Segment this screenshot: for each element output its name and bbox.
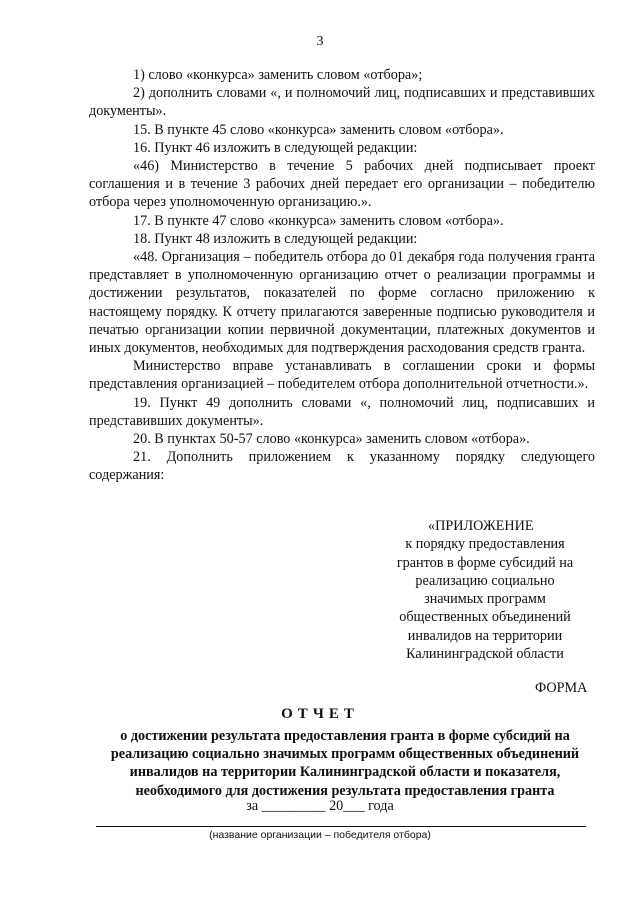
report-period: за _________ 20___ года — [246, 798, 394, 814]
amendments-text — [89, 66, 595, 485]
appendix-line: грантов в форме субсидий на — [396, 554, 574, 571]
paragraph: Министерство вправе устанавливать в соглашении сроки и формы представления организацией – победителем отбора дополнительной отчетности.». — [89, 358, 595, 393]
report-subtitle: о достижении результата предоставления гранта в форме субсидий на реализацию социально значимых программ общественных объединений инвалидов на территории Калининградской области и показателя, необходимого для достижения результата предоставления гранта — [110, 728, 580, 799]
paragraph: 19. Пункт 49 дополнить словами «, полномочий лиц, подписавших и представивших документы». — [89, 394, 595, 429]
form-label: ФОРМА — [535, 680, 588, 696]
appendix-title: «ПРИЛОЖЕНИЕ — [428, 518, 534, 534]
paragraph: 18. Пункт 48 изложить в следующей редакции: — [133, 230, 418, 247]
paragraph: 2) дополнить словами «, и полномочий лиц, подписавших и представивших документы». — [89, 85, 595, 120]
paragraph: 17. В пункте 47 слово «конкурса» заменить словом «отбора». — [133, 212, 504, 229]
paragraph: 21. Дополнить приложением к указанному порядку следующего содержания: — [89, 449, 595, 484]
appendix-header — [380, 517, 590, 663]
appendix-line: Калининградской области — [406, 646, 564, 663]
appendix-line: общественных объединений — [399, 609, 571, 626]
paragraph: «46) Министерство в течение 5 рабочих дней подписывает проект соглашения и в течение 3 рабочих дней передает его организации – победителю отбора через уполномоченную организацию.». — [89, 158, 595, 211]
organization-name-caption: (название организации – победителя отбора) — [209, 829, 431, 841]
report-title: ОТЧЕТ — [281, 706, 359, 722]
paragraph: 16. Пункт 46 изложить в следующей редакции: — [133, 139, 418, 156]
page-number: 3 — [316, 34, 324, 49]
paragraph: 15. В пункте 45 слово «конкурса» заменить словом «отбора». — [133, 121, 504, 138]
appendix-line: инвалидов на территории — [407, 627, 563, 644]
appendix-line: реализацию социально — [415, 572, 555, 589]
appendix-line: к порядку предоставления — [405, 536, 565, 553]
appendix-line: значимых программ — [424, 591, 546, 608]
organization-name-line — [96, 826, 586, 827]
paragraph: 20. В пунктах 50-57 слово «конкурса» заменить словом «отбора». — [133, 431, 530, 448]
paragraph: «48. Организация – победитель отбора до 01 декабря года получения гранта представляет в уполномоченную организацию отчет о реализации программы и достижении результатов, показателей по форме согласно приложению к настоящему порядку. К отчету прилагаются заверенные подписью руководителя и печатью организации копии первичной документации, платежных документов и иных документов, необходимых для подтверждения расходования средств гранта. — [89, 249, 595, 357]
paragraph: 1) слово «конкурса» заменить словом «отбора»; — [133, 67, 423, 83]
